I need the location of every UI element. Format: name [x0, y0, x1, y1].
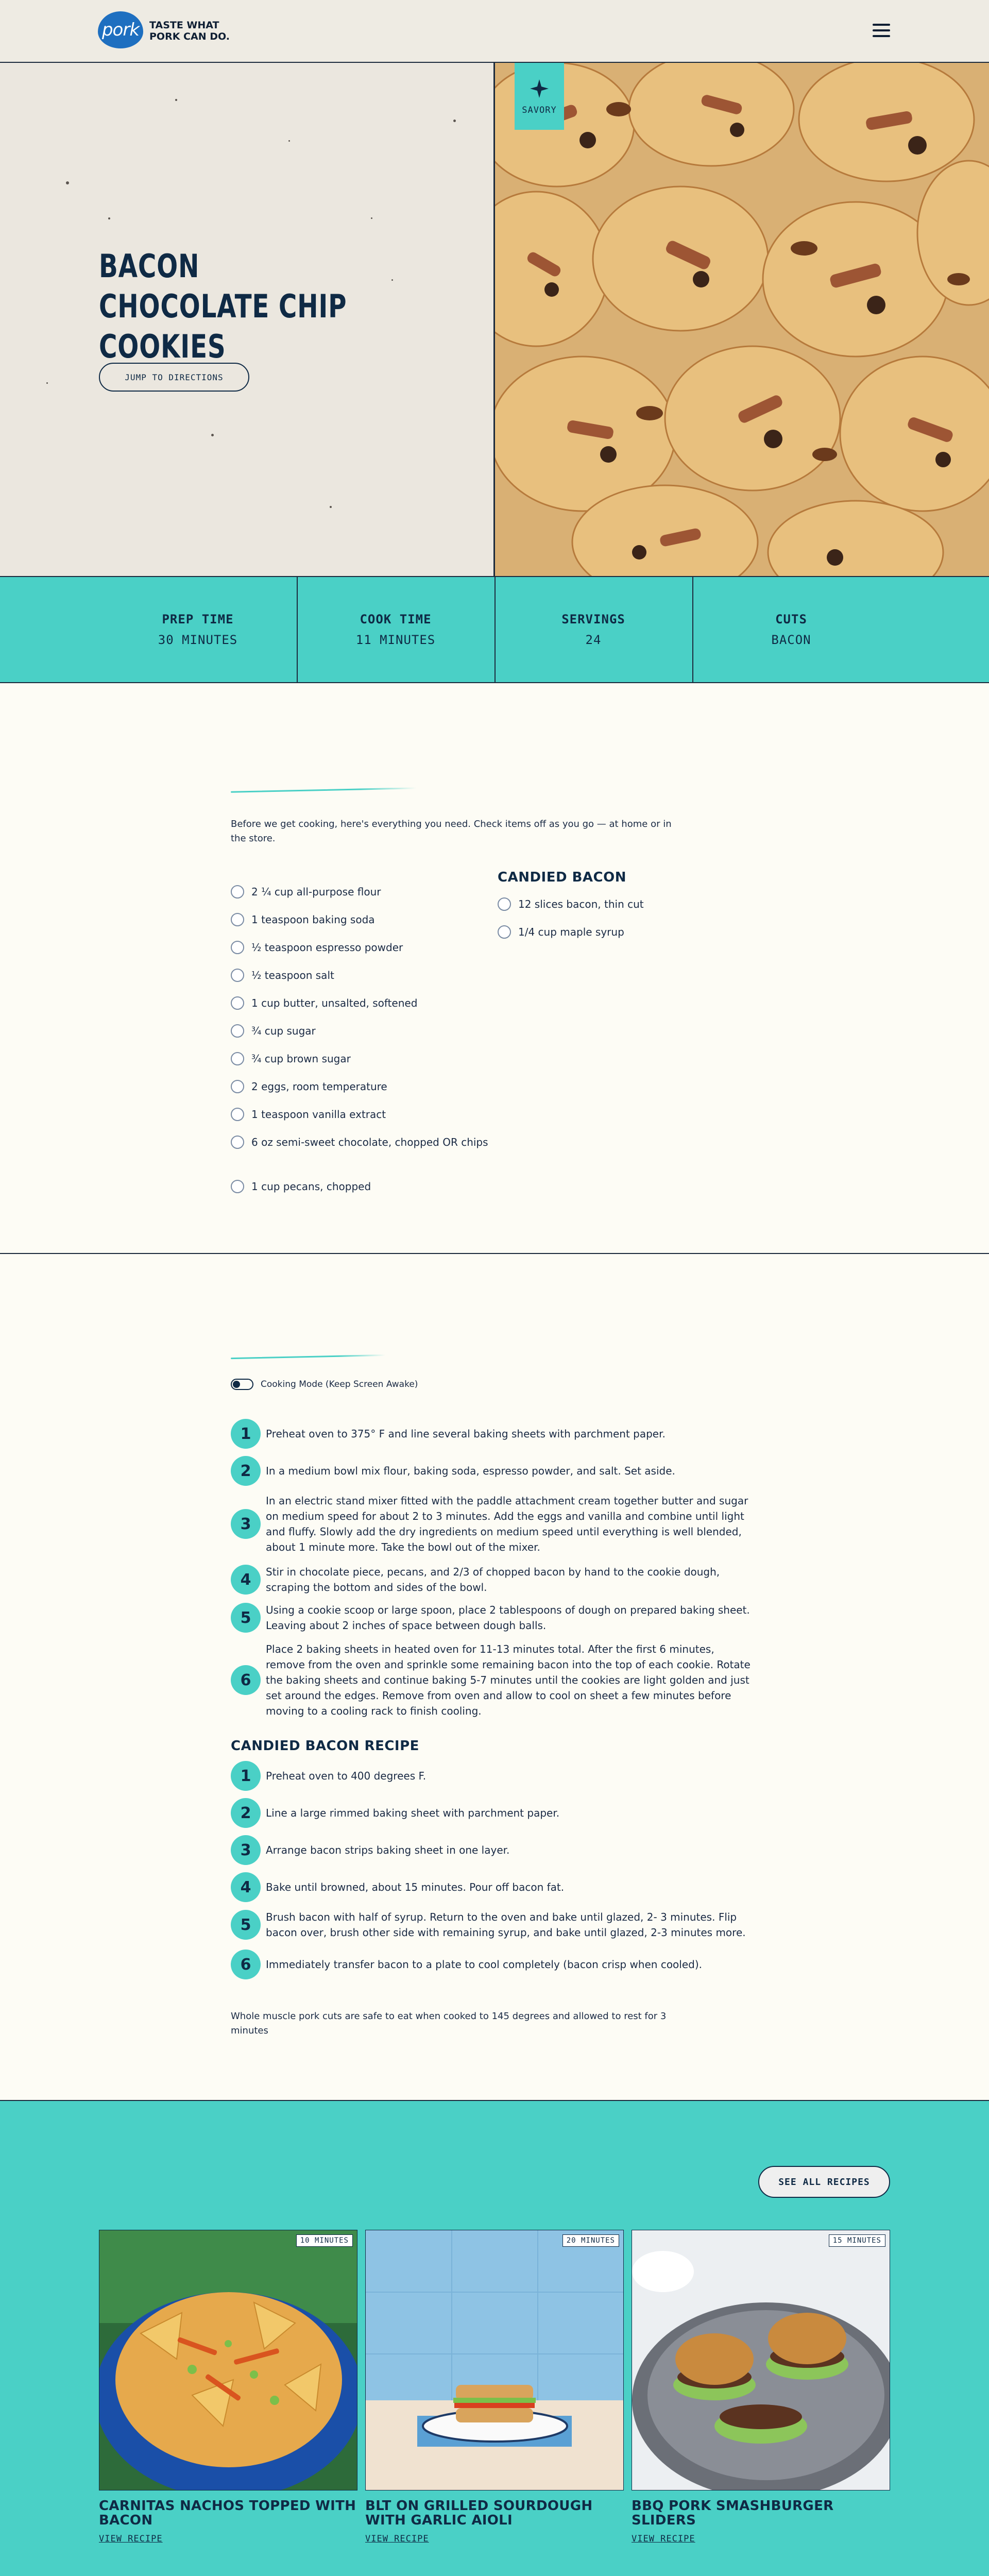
recipe-card-image[interactable] [365, 2230, 624, 2490]
direction-step [231, 1456, 756, 1486]
ingredient-checkbox[interactable] [231, 1108, 244, 1121]
step-text: Place 2 baking sheets in heated oven for 11-13 minutes total. After the first 6 minutes, remove from the oven and sprinkle some remaining bacon into the top of each cookie. Rotate the baking sheets and continue baking 5-7 minutes until the cookies are light golden and just set around the edges. Remove from oven and allow to cool on sheet a few minutes before moving to a cooling rack to finish cooling. [266, 1643, 751, 1717]
ingredient-checkbox[interactable] [231, 1180, 244, 1193]
ingredient-checkbox[interactable] [498, 897, 511, 911]
ingredient-text: 2 ¼ cup all-purpose flour [251, 886, 381, 898]
directions-accent-line [231, 1354, 385, 1359]
ingredient-text: 1 teaspoon vanilla extract [251, 1108, 386, 1121]
sparkle-icon [528, 77, 551, 100]
recipe-card-title[interactable]: BBQ PORK SMASHBURGER SLIDERS [632, 2498, 834, 2528]
ingredient-text: ¾ cup brown sugar [251, 1053, 351, 1065]
step-text: Bake until browned, about 15 minutes. Pour off bacon fat. [266, 1881, 565, 1893]
ingredient-text: 1 cup pecans, chopped [251, 1180, 371, 1193]
step-number: 2 [231, 1798, 261, 1828]
section-divider [0, 1253, 989, 1254]
savory-label: SAVORY [522, 105, 557, 115]
ingredient-text: ½ teaspoon salt [251, 969, 334, 981]
ingredient-text: 2 eggs, room temperature [251, 1080, 387, 1093]
recipe-time-badge: 10 MINUTES [296, 2234, 353, 2247]
stat-value: 30 MINUTES [158, 633, 238, 647]
recipe-time-badge: 15 MINUTES [829, 2234, 885, 2247]
step-text: Using a cookie scoop or large spoon, place 2 tablespoons of dough on prepared baking sheet. Leaving about 2 inches of space between dough balls. [266, 1604, 750, 1632]
jump-to-directions-button[interactable]: JUMP TO DIRECTIONS [99, 363, 249, 392]
step-text: Preheat oven to 400 degrees F. [266, 1770, 427, 1782]
step-text: Stir in chocolate piece, pecans, and 2/3 of chopped bacon by hand to the cookie dough, scraping the bottom and sides of the bowl. [266, 1566, 720, 1594]
ingredient-list-extra [231, 1173, 371, 1200]
ingredient-item[interactable] [231, 906, 488, 934]
stat-value: BACON [771, 633, 811, 647]
step-number: 6 [231, 1950, 261, 1979]
ingredient-text: 1 teaspoon baking soda [251, 913, 375, 926]
recipe-hero [0, 63, 989, 576]
ingredients-accent-line [231, 787, 416, 793]
ingredient-item[interactable] [498, 918, 644, 946]
step-number: 5 [231, 1603, 261, 1633]
candied-step [231, 1909, 756, 1940]
step-number: 4 [231, 1565, 261, 1595]
candied-step [231, 1950, 756, 1979]
ingredient-checkbox[interactable] [498, 925, 511, 939]
step-number: 1 [231, 1761, 261, 1791]
candied-bacon-recipe-heading: CANDIED BACON RECIPE [231, 1738, 419, 1754]
ingredient-item[interactable] [231, 961, 488, 989]
ingredient-checkbox[interactable] [231, 1052, 244, 1065]
cookies-photo [495, 63, 989, 576]
ingredient-checkbox[interactable] [231, 1136, 244, 1149]
step-number: 3 [231, 1509, 261, 1539]
ingredient-checkbox[interactable] [231, 969, 244, 982]
cooking-mode-label: Cooking Mode (Keep Screen Awake) [261, 1379, 418, 1389]
step-text: Brush bacon with half of syrup. Return to the oven and bake until glazed, 2- 3 minutes. Flip bacon over, brush other side with remaining syrup, and bake until glazed, 2-3 minutes more. [266, 1911, 746, 1939]
stat-value: 11 MINUTES [355, 633, 436, 647]
sliders-photo [632, 2230, 890, 2490]
stat-cuts [692, 577, 890, 682]
recipe-card[interactable] [632, 2230, 890, 2544]
direction-step [231, 1493, 756, 1555]
stat-prep-time [99, 577, 297, 682]
ingredient-item[interactable] [231, 1128, 488, 1156]
hero-photo [495, 63, 989, 576]
view-recipe-link[interactable]: VIEW RECIPE [365, 2534, 429, 2544]
ingredient-text: 1/4 cup maple syrup [518, 926, 624, 938]
step-number: 5 [231, 1910, 261, 1940]
ingredient-item[interactable] [231, 1017, 488, 1045]
ingredient-checkbox[interactable] [231, 941, 244, 954]
candied-step [231, 1872, 756, 1902]
candied-step [231, 1761, 756, 1791]
stat-label: PREP TIME [162, 612, 234, 626]
recipe-card-title[interactable]: CARNITAS NACHOS TOPPED WITH BACON [99, 2498, 356, 2528]
stat-servings [494, 577, 692, 682]
step-text: Preheat oven to 375° F and line several baking sheets with parchment paper. [266, 1428, 666, 1440]
candied-bacon-heading: CANDIED BACON [498, 870, 626, 885]
ingredients-intro: Before we get cooking, here's everything you need. Check items off as you go — at home or in the store. [231, 819, 672, 844]
ingredient-text: 1 cup butter, unsalted, softened [251, 997, 418, 1009]
safety-footnote: Whole muscle pork cuts are safe to eat when cooked to 145 degrees and allowed to rest for 3 minutes [231, 2011, 667, 2036]
toggle-knob [233, 1381, 240, 1388]
stat-cook-time [297, 577, 494, 682]
hamburger-menu-icon[interactable] [873, 24, 890, 37]
step-text: In an electric stand mixer fitted with the paddle attachment cream together butter and sugar on medium speed for about 2 to 3 minutes. Add the eggs and vanilla and combine until light and fluffy. Slowly add the dry ingredients on medium speed until everything is well blended, about 1 minute more. Take the bowl out of the mixer. [266, 1495, 748, 1553]
ingredient-list [231, 878, 488, 1156]
ingredient-item[interactable] [231, 934, 488, 961]
direction-step [231, 1419, 756, 1449]
ingredient-text: ½ teaspoon espresso powder [251, 941, 403, 954]
direction-step [231, 1641, 756, 1719]
view-recipe-link[interactable]: VIEW RECIPE [632, 2534, 695, 2544]
step-text: Immediately transfer bacon to a plate to cool completely (bacon crisp when cooled). [266, 1958, 703, 1971]
step-number: 1 [231, 1419, 261, 1449]
recipe-title: BACON CHOCOLATE CHIP COOKIES [99, 247, 347, 365]
ingredient-item[interactable] [231, 1100, 488, 1128]
view-recipe-link[interactable]: VIEW RECIPE [99, 2534, 163, 2544]
recipe-card-image[interactable] [632, 2230, 890, 2490]
recipe-time-badge: 20 MINUTES [562, 2234, 619, 2247]
recipe-card[interactable] [99, 2230, 357, 2544]
candied-step [231, 1835, 756, 1865]
candied-ingredient-list [498, 890, 644, 946]
ingredient-checkbox[interactable] [231, 885, 244, 899]
ingredient-text: 12 slices bacon, thin cut [518, 898, 644, 910]
candied-step [231, 1798, 756, 1828]
blt-photo [366, 2230, 624, 2490]
step-number: 3 [231, 1835, 261, 1865]
stat-value: 24 [585, 633, 602, 647]
hero-text-panel [0, 63, 494, 576]
stat-label: CUTS [775, 612, 807, 626]
direction-step [231, 1602, 756, 1633]
savory-badge [515, 63, 564, 130]
cooking-mode-toggle[interactable] [231, 1379, 253, 1390]
stat-label: SERVINGS [561, 612, 625, 626]
pork-logo[interactable]: pork [98, 11, 143, 48]
step-number: 2 [231, 1456, 261, 1486]
step-text: Arrange bacon strips baking sheet in one layer. [266, 1844, 510, 1856]
step-number: 4 [231, 1872, 261, 1902]
step-number: 6 [231, 1665, 261, 1695]
ingredient-item[interactable] [231, 989, 488, 1017]
ingredient-checkbox[interactable] [231, 1080, 244, 1093]
site-header [0, 0, 989, 63]
recipe-card-image[interactable] [99, 2230, 357, 2490]
recipe-stats-bar [0, 576, 989, 683]
ingredient-item[interactable] [231, 878, 488, 906]
step-text: Line a large rimmed baking sheet with parchment paper. [266, 1807, 560, 1819]
ingredient-checkbox[interactable] [231, 996, 244, 1010]
ingredient-checkbox[interactable] [231, 1024, 244, 1038]
ingredient-text: ¾ cup sugar [251, 1025, 316, 1037]
ingredient-item[interactable] [231, 1073, 488, 1100]
recipe-card-title[interactable]: BLT ON GRILLED SOURDOUGH WITH GARLIC AIOLI [365, 2498, 593, 2528]
ingredient-checkbox[interactable] [231, 913, 244, 926]
see-all-recipes-button[interactable]: SEE ALL RECIPES [758, 2166, 890, 2198]
ingredient-item[interactable] [498, 890, 644, 918]
stat-label: COOK TIME [360, 612, 432, 626]
nachos-photo [99, 2230, 357, 2490]
ingredient-text: 6 oz semi-sweet chocolate, chopped OR chips [251, 1136, 488, 1148]
step-text: In a medium bowl mix flour, baking soda, espresso powder, and salt. Set aside. [266, 1465, 675, 1477]
ingredient-item[interactable] [231, 1173, 371, 1200]
direction-step [231, 1564, 756, 1595]
site-tagline: TASTE WHAT PORK CAN DO. [149, 20, 230, 42]
ingredient-item[interactable] [231, 1045, 488, 1073]
recipe-card[interactable] [365, 2230, 624, 2544]
more-recipes-section [0, 2100, 989, 2576]
